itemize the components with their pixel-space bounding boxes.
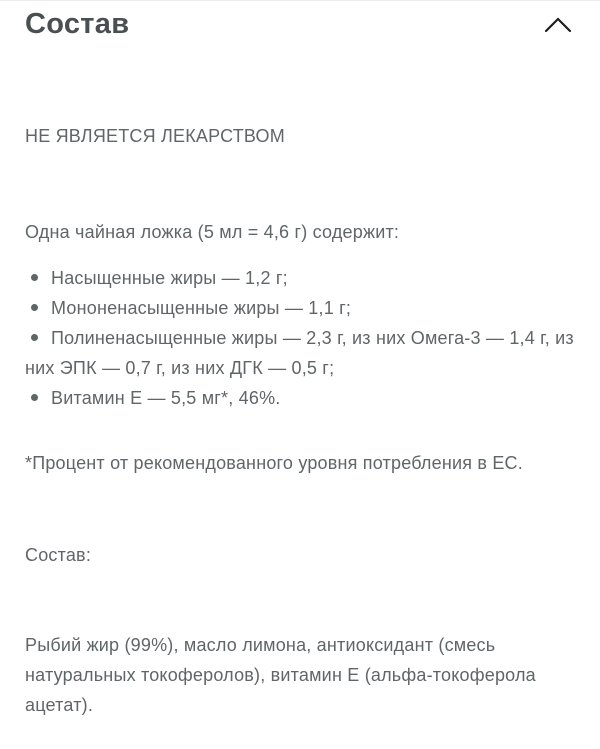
composition-content bbox=[25, 121, 575, 720]
section-title: Состав bbox=[25, 8, 130, 40]
list-item bbox=[25, 293, 575, 323]
nutrient-text: Насыщенные жиры — 1,2 г; bbox=[51, 268, 288, 288]
bullet-icon bbox=[31, 304, 38, 311]
bullet-icon bbox=[31, 334, 38, 341]
nutrients-list bbox=[25, 263, 575, 413]
bullet-icon bbox=[31, 274, 38, 281]
list-item bbox=[25, 263, 575, 293]
list-item bbox=[25, 383, 575, 413]
nutrient-text: Витамин Е — 5,5 мг*, 46%. bbox=[51, 388, 281, 408]
disclaimer-text: НЕ ЯВЛЯЕТСЯ ЛЕКАРСТВОМ bbox=[25, 126, 285, 146]
bullet-icon bbox=[31, 394, 38, 401]
composition-accordion-header[interactable] bbox=[25, 1, 575, 41]
composition-text: Рыбий жир (99%), масло лимона, антиоксидант (смесь натуральных токоферолов), витамин Е (альфа-токоферола ацетат). bbox=[25, 635, 536, 715]
nutrient-text: Мононенасыщенные жиры — 1,1 г; bbox=[51, 298, 352, 318]
chevron-up-icon[interactable] bbox=[543, 15, 573, 35]
list-item bbox=[25, 323, 575, 383]
serving-size-line: Одна чайная ложка (5 мл = 4,6 г) содержит: bbox=[25, 222, 400, 242]
footnote-text: *Процент от рекомендованного уровня потребления в ЕС. bbox=[25, 453, 523, 473]
nutrient-text: Полиненасыщенные жиры — 2,3 г, из них Омега-3 — 1,4 г, из них ЭПК — 0,7 г, из них ДГК — 0,5 г; bbox=[25, 328, 574, 378]
composition-label: Состав: bbox=[25, 545, 92, 565]
